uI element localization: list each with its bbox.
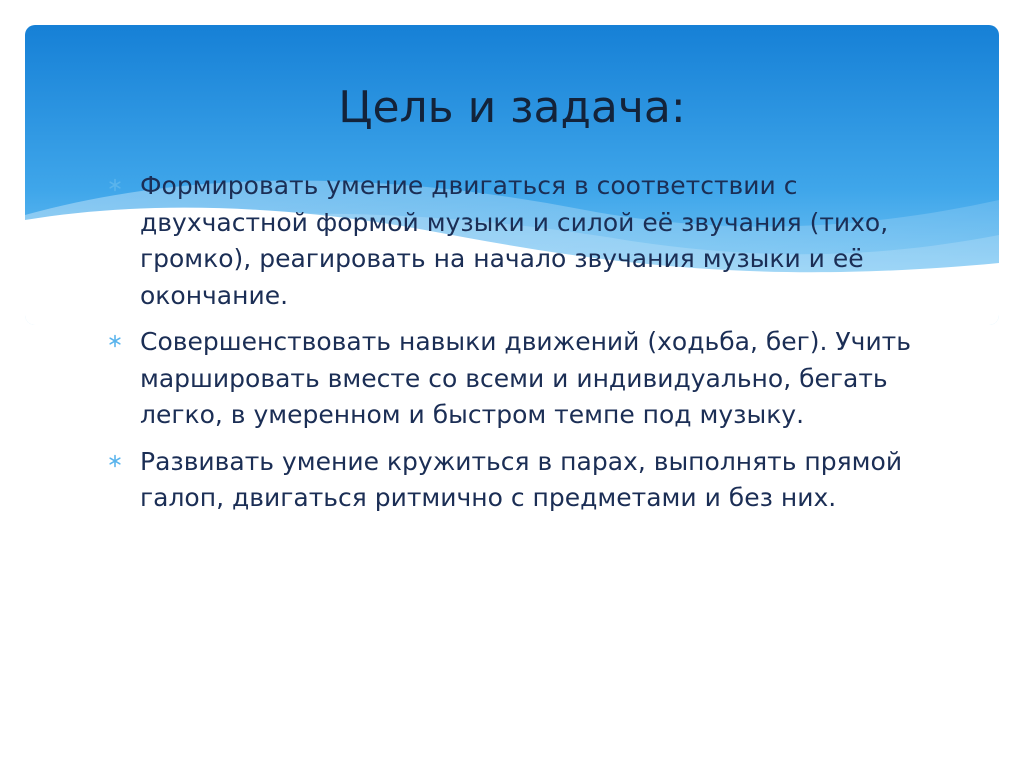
list-item	[108, 444, 928, 517]
bullet-text: Формировать умение двигаться в соответствии с двухчастной формой музыки и силой её звучания (тихо, громко), реагировать на начало звучания музыки и её окончание.	[140, 171, 889, 310]
bullet-text: Совершенствовать навыки движений (ходьба, бег). Учить маршировать вместе со всеми и индивидуально, бегать легко, в умеренном и быстром темпе под музыку.	[140, 327, 911, 429]
bullet-text: Развивать умение кружиться в парах, выполнять прямой галоп, двигаться ритмично с предметами и без них.	[140, 446, 903, 512]
asterisk-bullet-icon	[108, 454, 122, 468]
asterisk-bullet-icon	[108, 178, 122, 192]
list-item	[108, 168, 928, 314]
list-item	[108, 324, 928, 434]
asterisk-bullet-icon	[108, 334, 122, 348]
bullet-list	[108, 168, 928, 527]
slide-title: Цель и задача:	[338, 82, 686, 133]
